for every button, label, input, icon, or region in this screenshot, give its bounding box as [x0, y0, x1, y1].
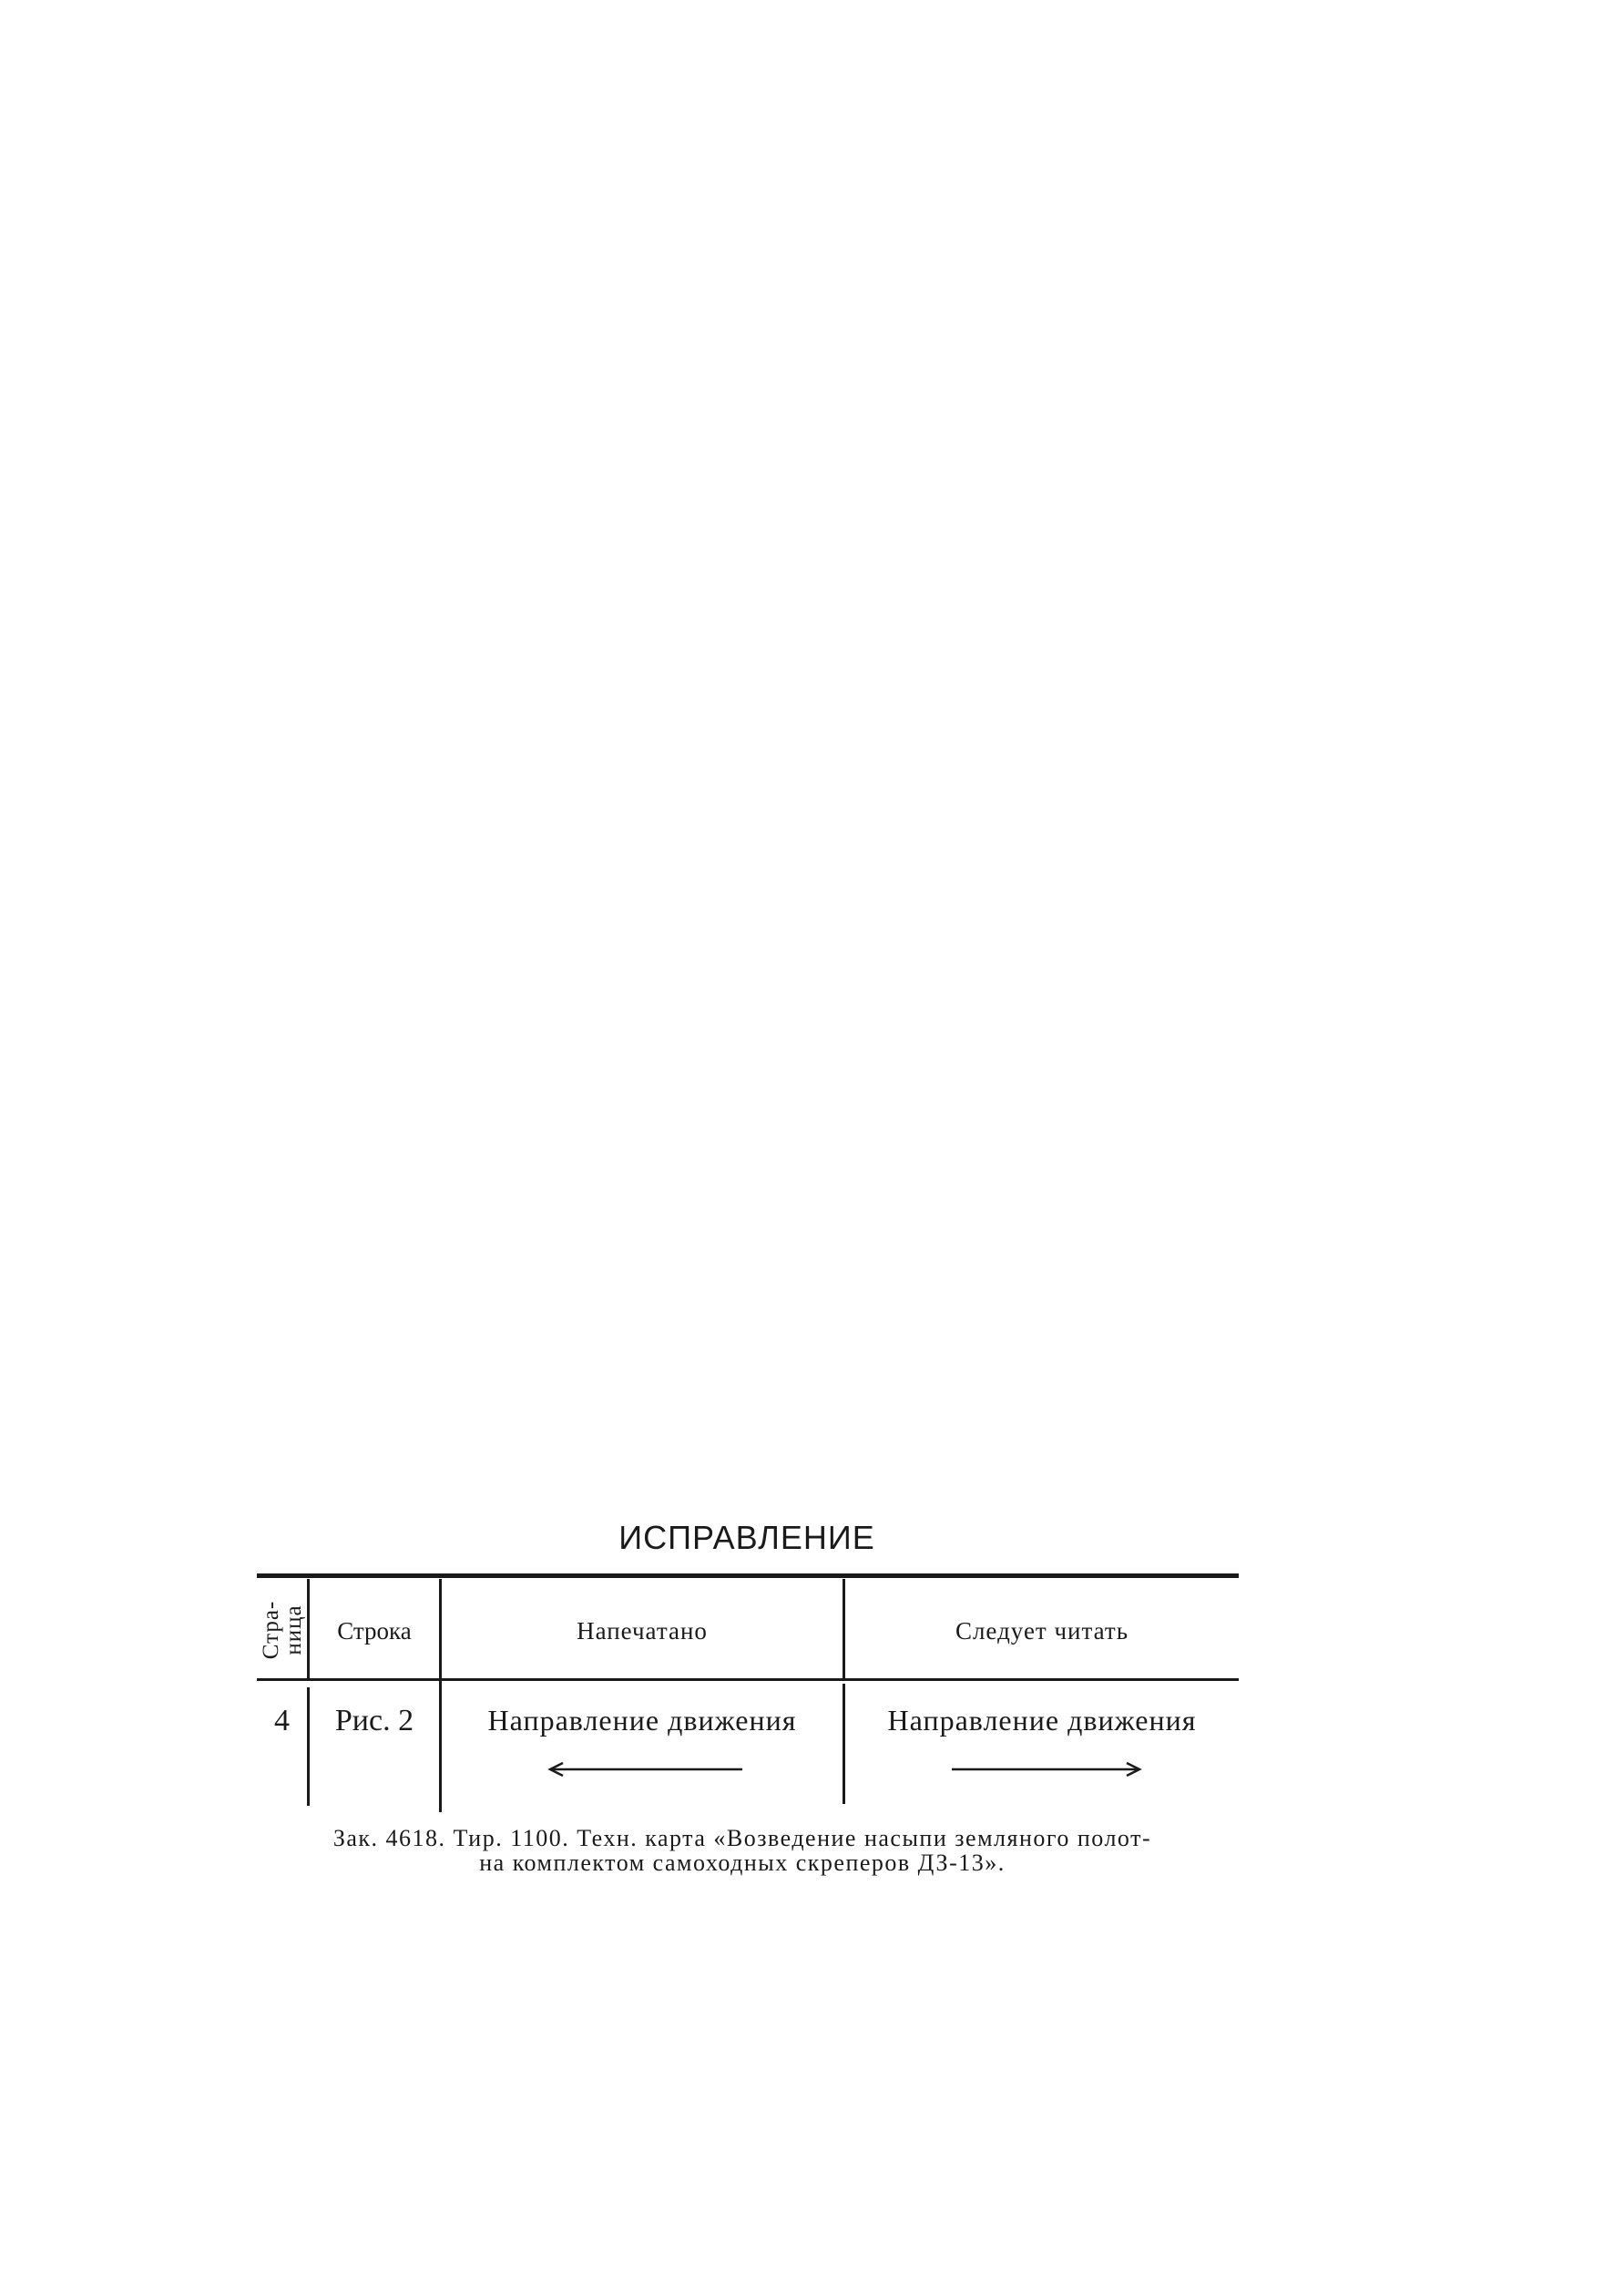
table-row-line: Рис. 2	[334, 1704, 414, 1737]
header-page-label-part1: Стра-	[258, 1600, 283, 1659]
arrow-right-icon	[952, 1760, 1143, 1778]
arrow-left-icon	[546, 1760, 742, 1778]
column-divider	[439, 1579, 442, 1812]
table-row-printed: Направление движения	[487, 1704, 797, 1737]
header-printed-label: Напечатано	[577, 1617, 708, 1645]
header-page-cell	[257, 1581, 307, 1678]
table-top-rule	[257, 1573, 1239, 1578]
header-should-read-label: Следует читать	[955, 1617, 1129, 1645]
correction-title: ИСПРАВЛЕНИЕ	[618, 1519, 875, 1556]
column-divider	[843, 1684, 845, 1804]
header-page-label	[260, 1600, 305, 1659]
header-page-label-part2: ница	[281, 1604, 306, 1655]
table-row-should-read: Направление движения	[887, 1704, 1197, 1737]
header-row-label: Строка	[337, 1617, 412, 1645]
imprint-line-2: на комплектом самоходных скреперов ДЗ-13».	[479, 1850, 1006, 1876]
imprint-footer	[246, 1826, 1239, 1875]
table-row-page: 4	[274, 1704, 290, 1737]
imprint-line-1: Зак. 4618. Тир. 1100. Техн. карта «Возведение насыпи земляного полот-	[332, 1825, 1152, 1851]
table-header-rule	[257, 1678, 1239, 1681]
